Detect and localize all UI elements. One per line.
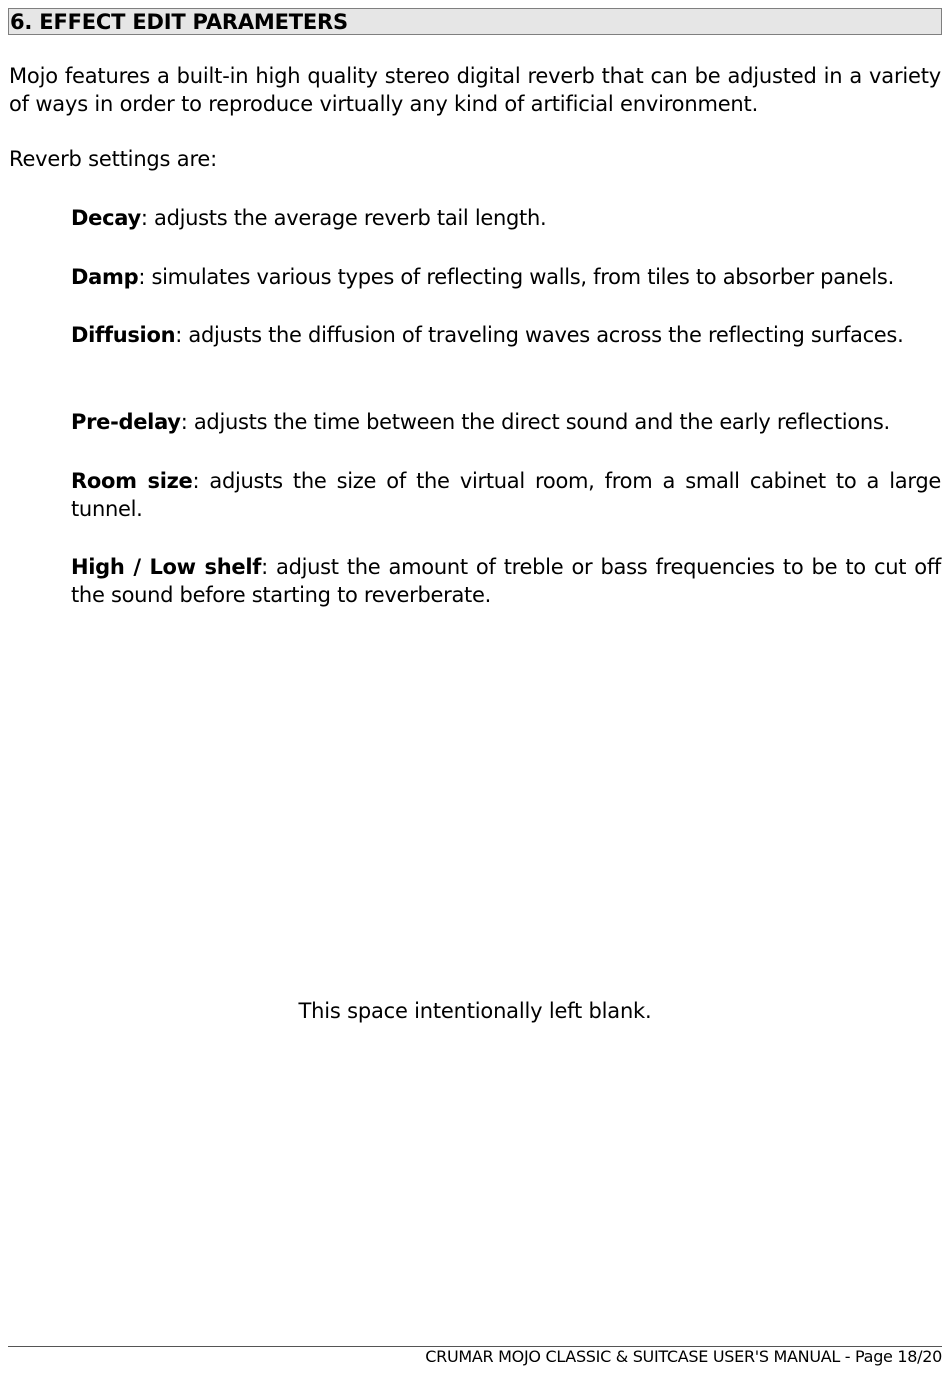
page-footer: CRUMAR MOJO CLASSIC & SUITCASE USER'S MANUAL - Page 18/20 <box>425 1347 942 1366</box>
param-description: : adjusts the average reverb tail length. <box>140 206 547 230</box>
param-description: : adjusts the size of the virtual room, from a small cabinet to a large tunnel. <box>71 469 941 521</box>
param-term: Decay <box>71 206 141 230</box>
param-description: : simulates various types of reflecting walls, from tiles to absorber panels. <box>138 265 894 289</box>
param-damp <box>71 263 941 291</box>
param-term: High / Low shelf <box>71 555 262 579</box>
reverb-settings-lead: Reverb settings are: <box>9 147 218 171</box>
section-header-bar <box>8 8 942 35</box>
param-room-size <box>71 467 941 523</box>
blank-space-note: This space intentionally left blank. <box>298 999 652 1023</box>
param-high-low-shelf <box>71 553 941 609</box>
param-description: : adjusts the time between the direct sound and the early reflections. <box>180 410 890 434</box>
intro-paragraph: Mojo features a built-in high quality stereo digital reverb that can be adjusted in a variety of ways in order to reproduce virtually any kind of artificial environment. <box>9 64 941 116</box>
param-pre-delay <box>71 408 941 436</box>
param-term: Pre-delay <box>71 410 181 434</box>
param-term: Diffusion <box>71 323 176 347</box>
param-description: : adjusts the diffusion of traveling waves across the reflecting surfaces. <box>175 323 904 347</box>
param-term: Damp <box>71 265 139 289</box>
param-decay <box>71 204 941 232</box>
param-diffusion <box>71 321 941 349</box>
section-title: 6. EFFECT EDIT PARAMETERS <box>10 10 348 34</box>
param-description: : adjust the amount of treble or bass frequencies to be to cut off the sound before starting to reverberate. <box>71 555 942 607</box>
param-term: Room size <box>71 469 193 493</box>
